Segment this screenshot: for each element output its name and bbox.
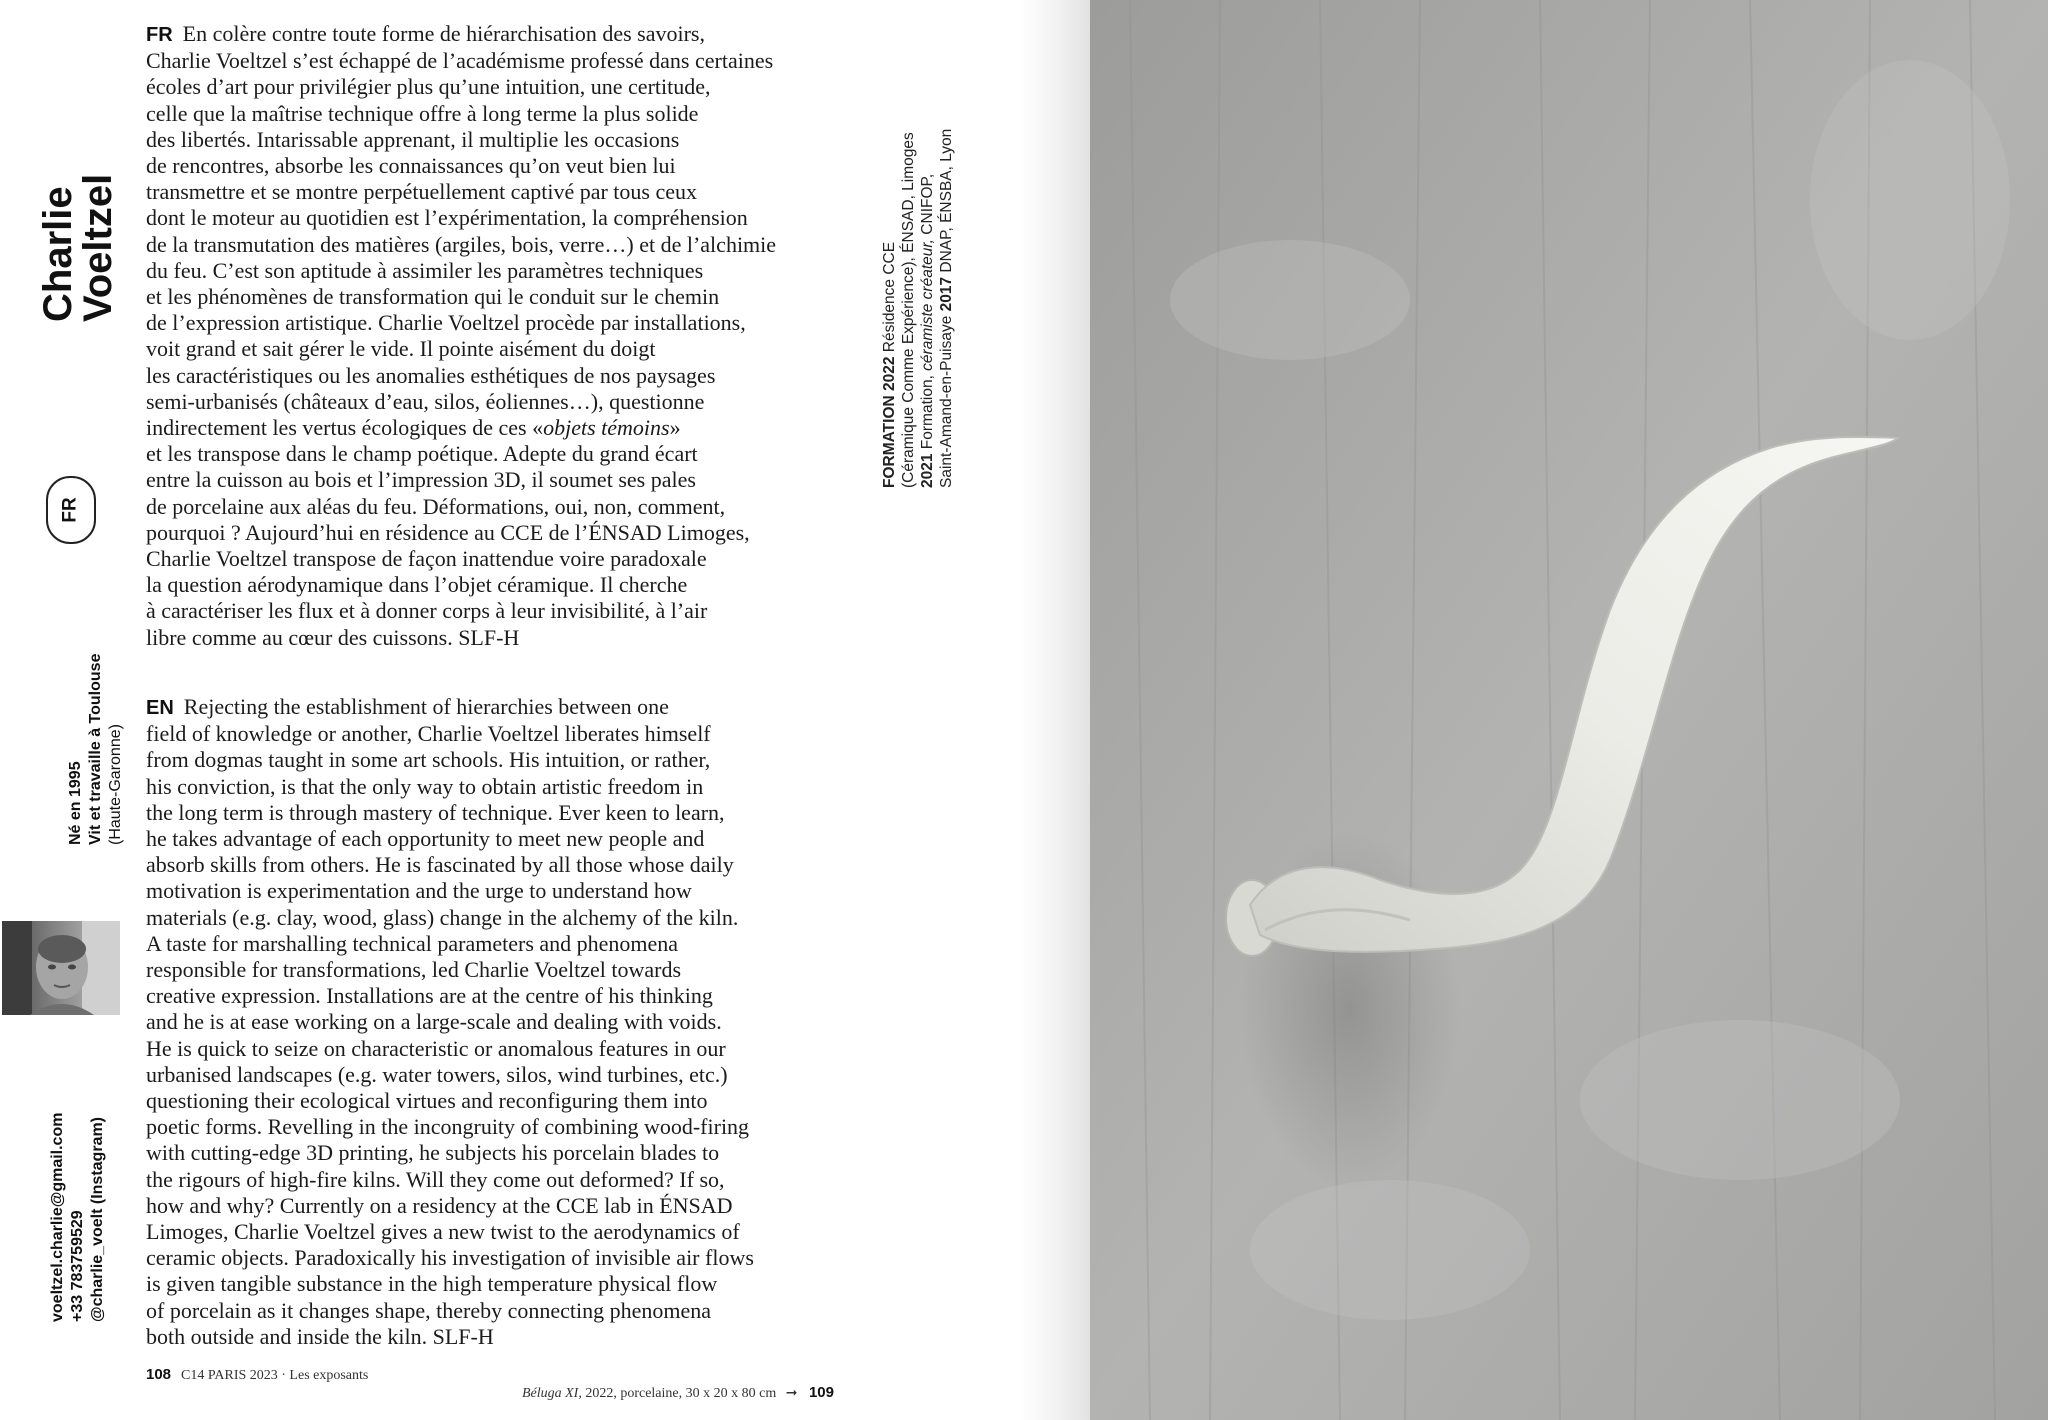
portrait-image [2,921,120,1015]
artwork-photo [1090,0,2048,1420]
text-line: is given tangible substance in the high temperature physical flow [146,1271,718,1297]
formation-line: FORMATION 2022 Résidence CCE [881,241,898,488]
text-line: how and why? Currently on a residency at the CCE lab in ÉNSAD [146,1192,733,1218]
text-line: of porcelain as it changes shape, thereby connecting phenomena [146,1297,712,1323]
text-line: absorb skills from others. He is fascinated by all those whose daily [146,852,734,878]
text-fr [146,21,846,651]
artist-bio-info [66,654,126,845]
text-line: with cutting-edge 3D printing, he subjects his porcelain blades to [146,1140,720,1166]
text-line: écoles d’art pour privilégier plus qu’une intuition, une certitude, [146,74,711,100]
sculpture-image [1090,0,2048,1420]
text-line: He is quick to seize on characteristic or anomalous features in our [146,1035,726,1061]
language-badge [46,476,96,544]
text-line: and he is at ease working on a large-scale and dealing with voids. [146,1009,722,1035]
text-line: Charlie Voeltzel s’est échappé de l’académisme professé dans certaines [146,48,774,74]
artist-name [38,174,118,322]
text-line: libre comme au cœur des cuissons. SLF-H [146,624,520,650]
text-line: ceramic objects. Paradoxically his investigation of invisible air flows [146,1245,754,1271]
text-line: de rencontres, absorbe les connaissances qu’on veut bien lui [146,153,676,179]
text-line: du feu. C’est son aptitude à assimiler les paramètres techniques [146,257,704,283]
text-line: poetic forms. Revelling in the incongruity of combining wood-firing [146,1114,750,1140]
text-line: indirectement les vertus écologiques de ces «objets témoins» [146,415,681,441]
language-badge-label: FR [59,497,81,523]
formation-line: 2021 Formation, céramiste créateur, CNIFOP, [919,173,936,488]
artist-contact [48,1113,108,1322]
text-line: materials (e.g. clay, wood, glass) change in the alchemy of the kiln. [146,904,739,930]
text-line: de l’expression artistique. Charlie Voeltzel procède par installations, [146,310,746,336]
fr-tag: FR [146,24,173,46]
text-line: de porcelaine aux aléas du feu. Déformations, oui, non, comment, [146,493,726,519]
text-line: de la transmutation des matières (argiles, bois, verre…) et de l’alchimie [146,231,777,257]
text-line: dont le moteur au quotidien est l’expérimentation, la compréhension [146,205,748,231]
text-line: des libertés. Intarissable apprenant, il multiplie les occasions [146,126,680,152]
footer-left-caption: C14 PARIS 2023 · Les exposants [181,1368,369,1383]
text-line: both outside and inside the kiln. SLF-H [146,1323,494,1349]
text-line: his conviction, is that the only way to obtain artistic freedom in [146,773,704,799]
text-line: la question aérodynamique dans l’objet céramique. Il cherche [146,572,688,598]
artwork-title: Béluga XI [521,1386,579,1401]
text-line: les caractéristiques ou les anomalies esthétiques de nos paysages [146,362,716,388]
lives-line: Vit et travaille à Toulouse [87,653,104,845]
region-line: (Haute-Garonne) [107,724,124,845]
contact-email: voeltzel.charlie@gmail.com [49,1112,66,1322]
page-number-left: 108 [146,1366,172,1383]
text-line: the long term is through mastery of technique. Ever keen to learn, [146,799,725,825]
text-line: semi-urbanisés (châteaux d’eau, silos, éoliennes…), questionne [146,388,705,414]
page-gutter [1020,0,1090,1420]
text-line: et les transpose dans le champ poétique. Adepte du grand écart [146,441,698,467]
text-line: field of knowledge or another, Charlie Voeltzel liberates himself [146,721,711,747]
artwork-caption [480,1384,834,1402]
text-line: creative expression. Installations are at the centre of his thinking [146,983,713,1009]
text-line: voit grand et sait gérer le vide. Il pointe aisément du doigt [146,336,656,362]
formation-line: (Céramique Comme Expérience), ÉNSAD, Limoges [900,132,917,488]
text-line: A taste for marshalling technical parameters and phenomena [146,930,679,956]
text-line: Charlie Voeltzel transpose de façon inattendue voire paradoxale [146,546,707,572]
text-line: celle que la maîtrise technique offre à long terme la plus solide [146,100,699,126]
text-line: Limoges, Charlie Voeltzel gives a new twist to the aerodynamics of [146,1219,740,1245]
text-line: the rigours of high-fire kilns. Will they come out deformed? If so, [146,1166,725,1192]
text-line: transmettre et se montre perpétuellement captivé par tous ceux [146,179,697,205]
text-line: pourquoi ? Aujourd’hui en résidence au CCE de l’ÉNSAD Limoges, [146,519,750,545]
en-tag: EN [146,697,174,719]
born-line: Né en 1995 [67,761,84,845]
contact-instagram: @charlie_voelt (Instagram) [89,1117,106,1322]
page-number-right: 109 [808,1384,834,1401]
artist-sidebar [28,0,128,1420]
en-first-line: EN Rejecting the establishment of hierarchies between one [146,694,669,719]
artist-last-name: Voeltzel [76,173,120,322]
text-line: motivation is experimentation and the urge to understand how [146,878,692,904]
text-line: urbanised landscapes (e.g. water towers, silos, wind turbines, etc.) [146,1061,728,1087]
text-line: he takes advantage of each opportunity to meet new people and [146,826,705,852]
artwork-details: , 2022, porcelaine, 30 x 20 x 80 cm [578,1386,777,1401]
text-line: à caractériser les flux et à donner corps à leur invisibilité, à l’air [146,598,708,624]
artist-first-name: Charlie [36,186,80,322]
formation-block [880,129,956,488]
footer-left [146,1366,368,1384]
text-line: et les phénomènes de transformation qui le conduit sur le chemin [146,284,720,310]
text-line: entre la cuisson au bois et l’impression 3D, il soumet ses pales [146,467,696,493]
text-en [146,694,846,1350]
text-line: responsible for transformations, led Charlie Voeltzel towards [146,957,682,983]
text-line: from dogmas taught in some art schools. His intuition, or rather, [146,747,711,773]
arrow-right-icon: ➞ [785,1385,798,1401]
text-line: questioning their ecological virtues and reconfiguring them into [146,1088,708,1114]
formation-line: Saint-Amand-en-Puisaye 2017 DNAP, ÉNSBA, Lyon [938,128,955,488]
fr-first-line: FR En colère contre toute forme de hiérarchisation des savoirs, [146,21,705,46]
contact-phone: +33 783759529 [69,1210,86,1322]
artist-portrait [2,921,120,1015]
